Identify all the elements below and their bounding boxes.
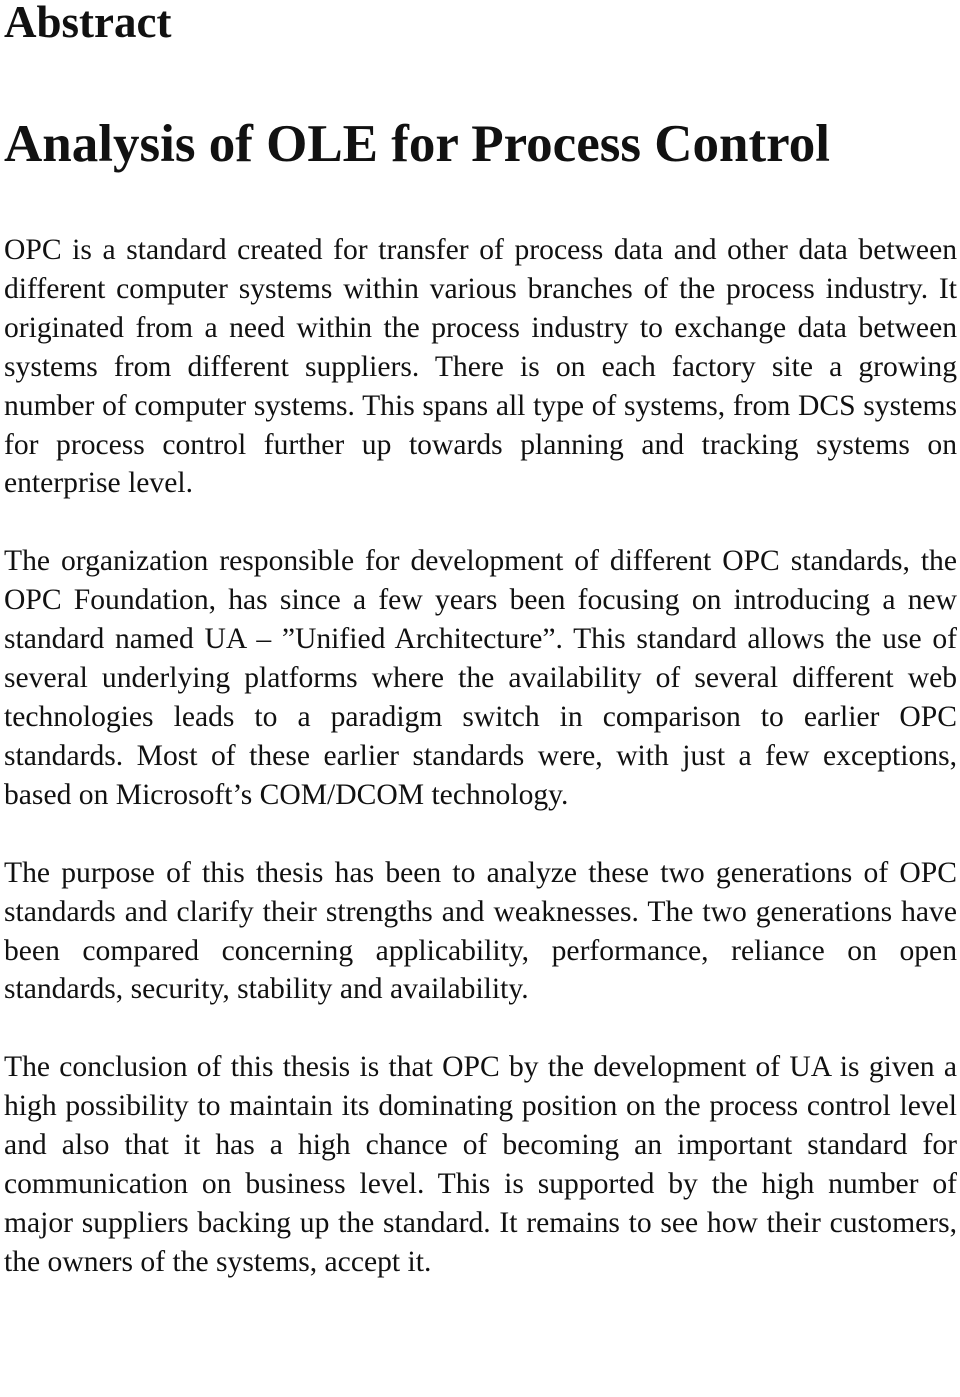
document-title: Analysis of OLE for Process Control: [4, 115, 830, 173]
abstract-body: [4, 231, 957, 1282]
paragraph: The purpose of this thesis has been to analyze these two generations of OPC standards and clarify their strengths and weaknesses. The two generations have been compared concerning applicability, performance, reliance on open standards, security, stability and availability.: [4, 856, 957, 1006]
paragraph: OPC is a standard created for transfer of process data and other data between different computer systems within various branches of the process industry. It originated from a need within the process industry to exchange data between systems from different suppliers. There is on each factory site a growing number of computer systems. This spans all type of systems, from DCS systems for process control further up towards planning and tracking systems on enterprise level.: [4, 234, 957, 500]
paragraph: The organization responsible for development of different OPC standards, the OPC Foundation, has since a few years been focusing on introducing a new standard named UA – ”Unified Architecture”. This standard allows the use of several underlying platforms where the availability of several different web technologies leads to a paradigm switch in comparison to earlier OPC standards. Most of these earlier standards were, with just a few exceptions, based on Microsoft’s COM/DCOM technology.: [4, 545, 957, 811]
paragraph: The conclusion of this thesis is that OPC by the development of UA is given a high possibility to maintain its dominating position on the process control level and also that it has a high chance of becoming an important standard for communication on business level. This is supported by the high number of major suppliers backing up the standard. It remains to see how their customers, the owners of the systems, accept it.: [4, 1051, 957, 1278]
section-heading: Abstract: [4, 0, 172, 47]
